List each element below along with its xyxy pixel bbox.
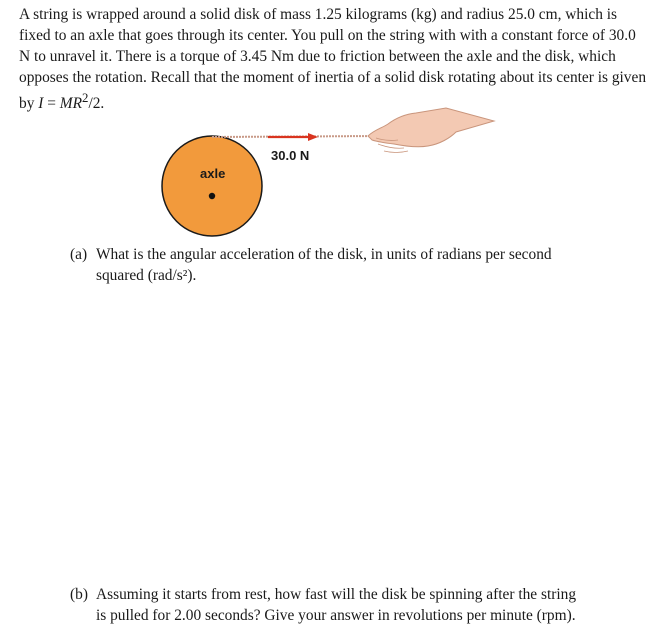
force-arrow-head [308,133,318,141]
problem-statement [19,4,649,114]
question-b-line1: Assuming it starts from rest, how fast will the disk be spinning after the string [96,586,577,603]
problem-text: A string is wrapped around a solid disk of mass 1.25 kilograms (kg) and radius 25.0 cm, which is fixed to an axle that goes through its center. You pull on the string with with a constant force of 30.0 N to unravel it. There is a torque of 3.45 Nm due to friction between the axle and the disk, which opposes the rotation. Recall that the moment of inertia of a solid disk rotating about its center is given by [19,6,647,113]
axle-dot [209,193,215,199]
force-label: 30.0 N [271,148,310,163]
formula-I: I [38,95,44,113]
question-b-line2: is pulled for 2.00 seconds? Give your answer in revolutions per minute (rpm). [96,607,576,624]
question-a [70,244,610,286]
question-a-line2: squared (rad/s²). [96,267,197,284]
question-a-label: (a) [70,246,88,263]
question-b [70,584,630,626]
disk-figure [150,100,510,240]
formula-rest: /2. [88,95,105,113]
formula-sup: 2 [82,91,89,105]
question-b-label: (b) [70,586,88,603]
formula-MR: MR [59,95,83,113]
formula-eq: = [43,95,60,113]
hand-icon [368,108,494,153]
axle-label: axle [200,166,226,181]
disk [162,136,262,236]
question-a-line1: What is the angular acceleration of the disk, in units of radians per second [96,246,552,263]
